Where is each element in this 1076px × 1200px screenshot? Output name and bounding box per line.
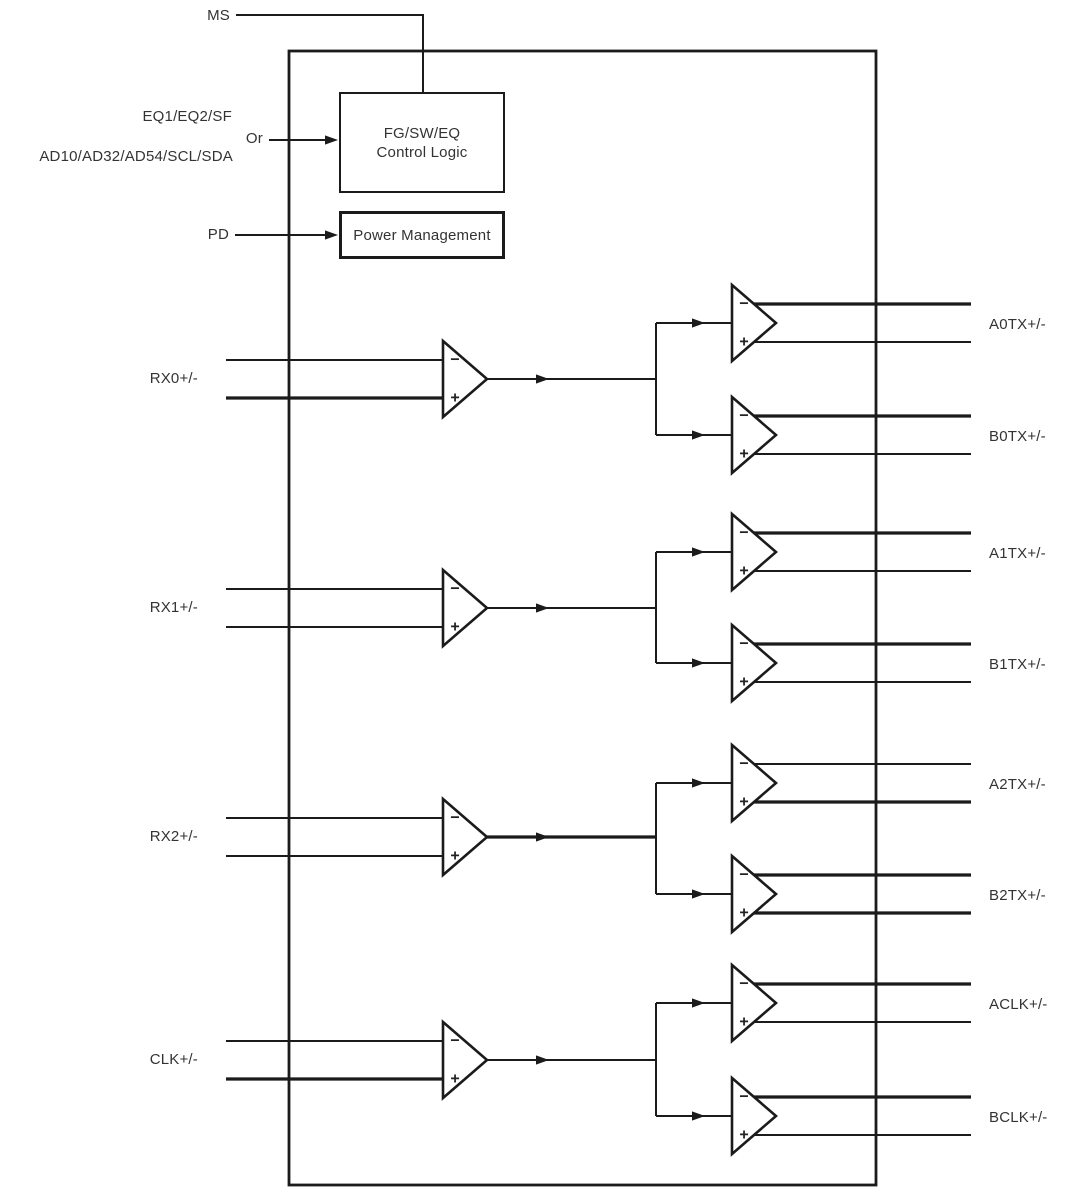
b1tx-pin-label: B1TX+/- [989,656,1046,673]
clk-pin-label: CLK+/- [149,1051,198,1068]
power-management-label: Power Management [353,226,491,244]
channel-rx2 [226,745,971,932]
arrowhead [536,832,549,841]
eq-pin-label-row1: EQ1/EQ2/SF [142,108,232,125]
control-logic-label-line2: Control Logic [376,143,468,161]
output-amplifier-b0 [732,397,776,473]
channel-rx1 [226,514,971,701]
arrowhead [692,998,705,1007]
rx0-pin-label: RX0+/- [149,370,198,387]
pd-pin-label: PD [207,226,229,243]
power-management-block [339,211,505,259]
control-logic-label-line1: FG/SW/EQ [383,124,461,142]
input-amplifier-rx0 [443,341,487,417]
output-amplifier-a1 [732,514,776,590]
rx1-pin-label: RX1+/- [149,599,198,616]
channel-clk [226,965,971,1154]
eq-pin-label-row2: Or [245,130,263,147]
input-amplifier-rx1 [443,570,487,646]
arrowhead [536,1055,549,1064]
arrowhead [692,430,705,439]
ms-pin-label: MS [207,7,230,24]
input-amplifier-clk [443,1022,487,1098]
arrowhead [692,318,705,327]
a0tx-pin-label: A0TX+/- [989,316,1046,333]
b2tx-pin-label: B2TX+/- [989,887,1046,904]
ms-net [236,15,423,92]
arrowhead [325,135,338,144]
arrowhead [692,778,705,787]
output-amplifier-aclk [732,965,776,1041]
input-amplifier-rx2 [443,799,487,875]
arrowhead [325,230,338,239]
output-amplifier-bclk [732,1078,776,1154]
output-amplifier-a2 [732,745,776,821]
output-amplifier-b2 [732,856,776,932]
arrowhead [692,889,705,898]
arrowhead [692,547,705,556]
aclk-pin-label: ACLK+/- [989,996,1048,1013]
arrowhead [536,374,549,383]
eq-address-net [269,135,338,144]
pd-net [235,230,338,239]
channel-rx0 [226,285,971,473]
arrowhead [692,658,705,667]
eq-pin-label-row3: AD10/AD32/AD54/SCL/SDA [39,148,233,165]
bclk-pin-label: BCLK+/- [989,1109,1048,1126]
a1tx-pin-label: A1TX+/- [989,545,1046,562]
a2tx-pin-label: A2TX+/- [989,776,1046,793]
output-amplifier-a0 [732,285,776,361]
rx2-pin-label: RX2+/- [149,828,198,845]
b0tx-pin-label: B0TX+/- [989,428,1046,445]
output-amplifier-b1 [732,625,776,701]
arrowhead [692,1111,705,1120]
arrowhead [536,603,549,612]
diagram-linework: + [0,0,1076,1200]
control-logic-block [339,92,505,193]
